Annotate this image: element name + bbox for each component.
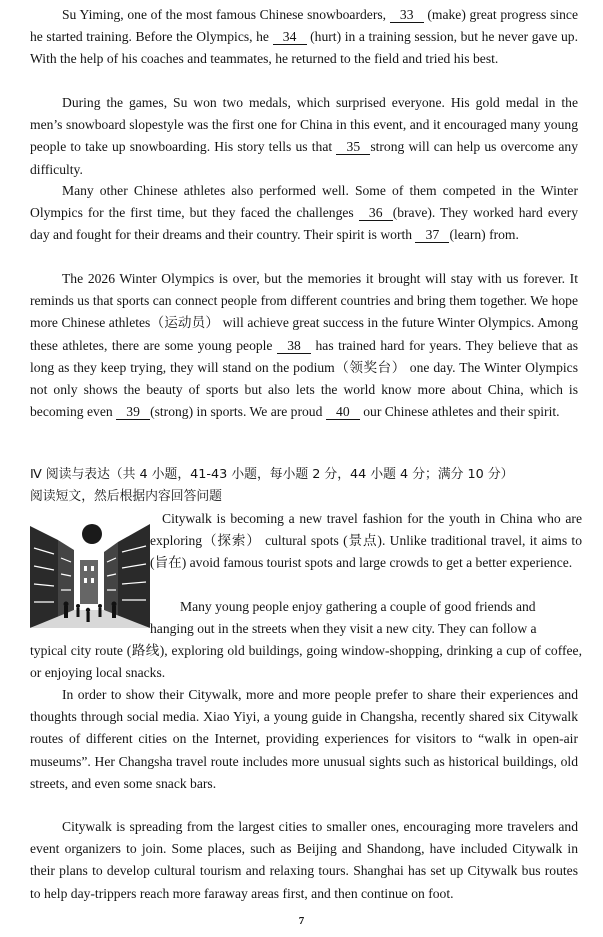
reading-paragraph-2-lead: Many young people enjoy gathering a couple of good friends and (180, 599, 536, 614)
blank-35[interactable]: 35 (336, 139, 370, 155)
p4-text-d: (strong) in sports. We are proud (150, 404, 323, 420)
reading-paragraph-2-line1 (150, 596, 582, 618)
p1-text-d: (hurt) in a training session, but he never gave up. With the help of his coaches and teammates, he returned to the field and tried his best. (30, 29, 579, 67)
p4-text-a: The 2026 Winter Olympics is over, but the memories it brought will stay with us forever. It reminds us that sports can connect people from different countries and bring them together. We hope more Chinese athletes（运动员） will achieve great success in the future Winter Olympics. Among these athletes, there are some young people (30, 271, 578, 353)
paragraph-su-yiming (30, 4, 578, 71)
reading-paragraph-2-lead2: hanging out in the streets when they visit a new city. They can follow a (150, 621, 537, 636)
p3-text-a: Many other Chinese athletes also performed well. Some of them competed in the Winter Olympics for the first time, but they faced the challenges (30, 183, 578, 221)
blank-38[interactable]: 38 (277, 338, 311, 354)
p1-text-a: Su Yiming, one of the most famous Chinese snowboarders, (62, 7, 387, 22)
blank-36[interactable]: 36 (359, 205, 393, 221)
page-number: 7 (298, 915, 305, 927)
street-scene-illustration-icon (30, 518, 150, 628)
blank-39[interactable]: 39 (116, 404, 150, 420)
reading-paragraph-2-tail: typical city route (路线), exploring old buildings, going window-shopping, drinking a cup of coffee, or enjoying local snacks. (30, 643, 582, 681)
p1-text-c: (make) great progress since he started training. Before the Olympics, he (30, 7, 579, 45)
reading-paragraph-1: Citywalk is becoming a new travel fashion for the youth in China who are exploring（探索） cultural spots (景点). Unlike traditional travel, it aims to (旨在) avoid famous tourist spots and large crowds to get a better experience. (150, 511, 582, 571)
paragraph-winter-olympics (30, 268, 578, 423)
blank-33[interactable]: 33 (390, 7, 424, 23)
paragraph-games (30, 92, 578, 181)
blank-40[interactable]: 40 (326, 404, 360, 420)
paragraph-athletes (30, 180, 578, 247)
reading-paragraph-2-line2 (150, 618, 582, 640)
blank-34[interactable]: 34 (273, 29, 307, 45)
section-instruction: 阅读短文，然后根据内容回答问题 (30, 489, 222, 504)
p3-text-c: (brave). They worked hard every day and fought for their dreams and their country. Their spirit is worth (30, 205, 579, 243)
p4-text-e: our Chinese athletes and their spirit. (363, 404, 560, 420)
p3-text-d: (learn) from. (449, 227, 519, 243)
blank-37[interactable]: 37 (415, 227, 449, 243)
reading-paragraph-2-rest (30, 640, 582, 684)
p2-text-c: strong will can help us overcome any difficulty. (30, 139, 578, 177)
p2-text-a: During the games, Su won two medals, which surprised everyone. His gold medal in the men’s snowboard slopestyle was the first one for China in this event, and it encouraged many young people to take up snowboarding. His story tells us that (30, 95, 578, 155)
reading-paragraph-4: Citywalk is spreading from the largest cities to smaller ones, encouraging more travelers and event organizers to join. Some places, such as Beijing and Shandong, have included Citywalk in their plans to develop cultural tourism and relaxing tours. Shanghai has set up Citywalk bus routes to help day-trippers reach more faraway areas first, and then continue on foot. (30, 819, 578, 901)
section-title: Ⅳ 阅读与表达（共 4 小题，41-43 小题，每小题 2 分，44 小题 4 分；满分 10 分） (30, 467, 514, 482)
reading-paragraph-3: In order to show their Citywalk, more and more people prefer to share their experiences and thoughts through social media. Xiao Yiyi, a young guide in Changsha, recently shared six Citywalk routes of different cities on the Internet, providing experiences for visitors to “walk in open-air museums”. Her Changsha travel route includes more unusual sights such as historical buildings, old streets, and even some snack bars. (30, 687, 578, 791)
p4-text-c: has trained hard for years. They believe that as long as they keep trying, they will stand on the podium（领奖台） one day. The Winter Olympics not only shows the beauty of sports but also lets the world know more about China, which is becoming even (30, 337, 579, 420)
